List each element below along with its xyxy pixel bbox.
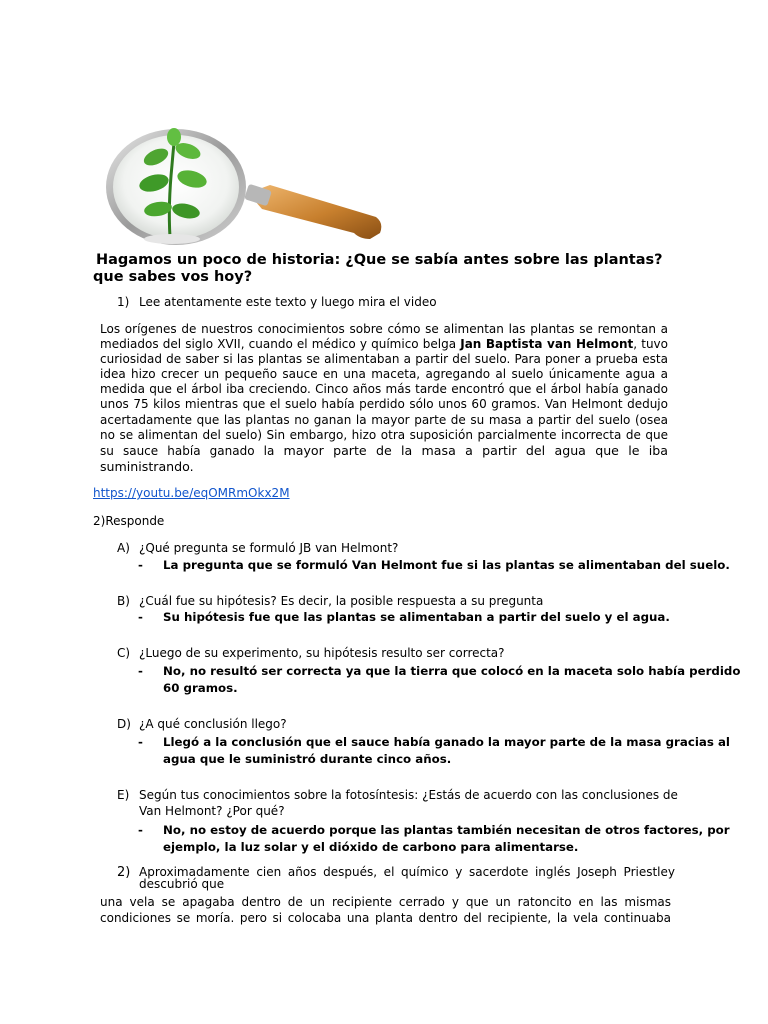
question-d xyxy=(117,716,287,732)
question-e xyxy=(117,787,678,819)
question-letter: E) xyxy=(117,788,130,802)
answer-text xyxy=(163,663,740,697)
history-paragraph xyxy=(100,322,668,475)
question-letter: B) xyxy=(117,594,130,608)
answer-line-1: No, no resultó ser correcta ya que la tierra que colocó en la maceta solo había perdido xyxy=(163,664,741,678)
paragraph-part-1: Los orígenes de nuestros conocimientos sobre cómo se alimentan las plantas se remontan a mediados del siglo XVII, cuando el médico y químico belga xyxy=(100,322,668,352)
bullet-dash: - xyxy=(138,558,143,572)
scientist-name: Jan Baptista van Helmont xyxy=(460,337,634,352)
answer-line-2: ejemplo, la luz solar y el dióxido de carbono para alimentarse. xyxy=(163,840,579,854)
page-title xyxy=(93,252,673,286)
answer-line-1: No, no estoy de acuerdo porque las plantas también necesitan de otros factores, por xyxy=(163,823,730,837)
item-number: 2) xyxy=(117,865,131,880)
bullet-dash: - xyxy=(138,735,143,749)
question-letter: A) xyxy=(117,541,130,555)
answer-b xyxy=(138,609,670,626)
item-2-priestley xyxy=(117,866,675,891)
video-link[interactable]: https://youtu.be/eqOMRmOkx2M xyxy=(93,486,290,500)
title-line-1: Hagamos un poco de historia: ¿Que se sabía antes sobre las plantas? xyxy=(96,252,663,268)
title-line-2: que sabes vos hoy? xyxy=(93,269,253,285)
instruction-item-1 xyxy=(117,295,437,310)
question-letter: C) xyxy=(117,646,131,660)
tail-line-1: una vela se apagaba dentro de un recipiente cerrado y que un ratoncito en las mismas xyxy=(100,895,671,909)
bullet-dash: - xyxy=(138,610,143,624)
question-text: ¿Qué pregunta se formuló JB van Helmont? xyxy=(139,541,399,555)
answer-text xyxy=(163,822,730,856)
tail-line-2: condiciones se moría. pero si colocaba una planta dentro del recipiente, la vela continuaba xyxy=(100,911,671,925)
question-line-1: Según tus conocimientos sobre la fotosíntesis: ¿Estás de acuerdo con las conclusiones de xyxy=(139,788,678,802)
bullet-dash: - xyxy=(138,823,143,837)
item-number: 1) xyxy=(117,295,130,309)
question-text: ¿A qué conclusión llego? xyxy=(139,717,287,731)
answer-line-2: agua que le suministró durante cinco años. xyxy=(163,752,452,766)
answer-text: Su hipótesis fue que las plantas se alimentaban a partir del suelo y el agua. xyxy=(163,610,670,624)
answer-text xyxy=(163,734,730,768)
item-line-2: descubrió que xyxy=(139,877,225,891)
question-text: ¿Cuál fue su hipótesis? Es decir, la posible respuesta a su pregunta xyxy=(139,594,544,608)
question-a xyxy=(117,540,398,556)
answer-line-2: 60 gramos. xyxy=(163,681,238,695)
answer-c xyxy=(138,663,740,697)
question-line-2: Van Helmont? ¿Por qué? xyxy=(139,804,285,818)
paragraph-part-3: mayor parte de la masa a partir del agua que le iba suministrando. xyxy=(100,442,668,474)
section-responde: 2)Responde xyxy=(93,514,165,528)
bullet-dash: - xyxy=(138,664,143,678)
item-text: Lee atentamente este texto y luego mira el video xyxy=(139,295,437,309)
magnifying-glass-plant-image xyxy=(98,125,388,245)
answer-e xyxy=(138,822,730,856)
paragraph-part-2: , tuvo curiosidad de saber si las plantas se alimentaban a partir del suelo. Para poner a prueba esta idea hizo crecer un pequeño sauce en una maceta, agregando al suelo únicamente agua a medida que el árbol iba creciendo. Cinco años más tarde encontró que el árbol había ganado unos 75 kilos mientras que el suelo había perdido sólo unos 60 gramos. Van Helmont dedujo acertadamente que las plantas no ganan la mayor parte de su masa a partir del suelo (osea no se alimentan del suelo) Sin embargo, hizo otra suposición parcialmente incorrecta de que su sauce había ganado la xyxy=(100,337,669,458)
answer-d xyxy=(138,734,730,768)
continuation-paragraph xyxy=(100,894,671,926)
question-text xyxy=(139,787,678,819)
answer-a xyxy=(138,557,730,574)
answer-text: La pregunta que se formuló Van Helmont fue si las plantas se alimentaban del suelo. xyxy=(163,558,730,572)
question-b xyxy=(117,593,543,609)
question-letter: D) xyxy=(117,717,131,731)
question-text: ¿Luego de su experimento, su hipótesis resulto ser correcta? xyxy=(139,646,505,660)
answer-line-1: Llegó a la conclusión que el sauce había ganado la mayor parte de la masa gracias al xyxy=(163,735,730,749)
question-c xyxy=(117,645,505,661)
item-line-1: Aproximadamente cien años después, el químico y sacerdote inglés Joseph Priestley xyxy=(139,865,675,879)
